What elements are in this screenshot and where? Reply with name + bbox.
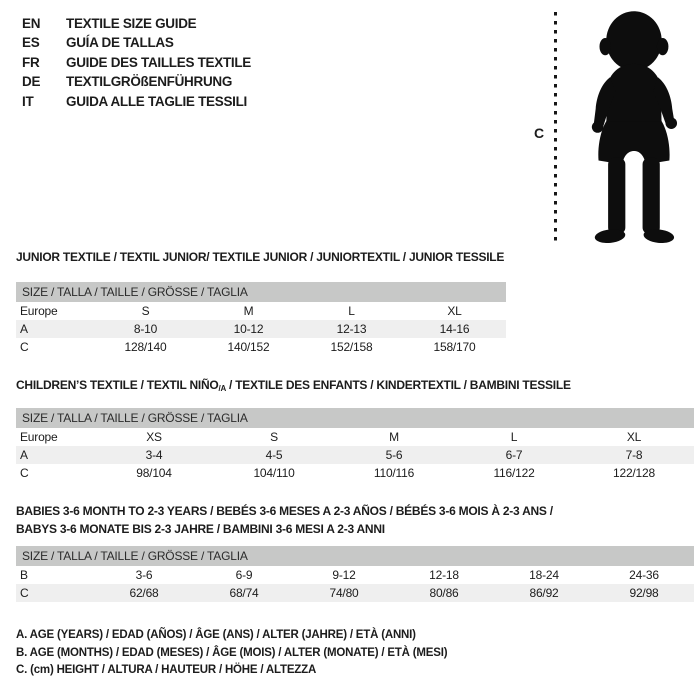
row-label: C xyxy=(16,584,94,602)
table-row xyxy=(16,428,694,446)
size-cell: M xyxy=(243,304,254,318)
size-cell: 104/110 xyxy=(253,466,295,480)
table-row xyxy=(16,320,506,338)
size-cell: 98/104 xyxy=(136,466,172,480)
height-measure-label: C xyxy=(534,125,545,141)
size-cell: 92/98 xyxy=(594,584,694,602)
table-title-text: / TEXTILE DES ENFANTS / KINDERTEXTIL / BAMBINI TESSILE xyxy=(225,378,571,392)
row-label: A xyxy=(16,320,94,338)
junior-textile-section xyxy=(16,250,506,356)
language-title: GUIDA ALLE TAGLIE TESSILI xyxy=(66,93,247,109)
size-cell: 4-5 xyxy=(214,446,334,464)
language-code: DE xyxy=(22,74,41,90)
table-row xyxy=(16,464,694,482)
size-cell: 74/80 xyxy=(294,584,394,602)
size-cell: 6-9 xyxy=(235,568,253,582)
table-row xyxy=(16,338,506,356)
language-title: GUÍA DE TALLAS xyxy=(66,35,174,51)
size-cell: 3-6 xyxy=(135,568,153,582)
size-cell: 6-7 xyxy=(454,446,574,464)
size-header-bar: SIZE / TALLA / TAILLE / GRÖSSE / TAGLIA xyxy=(16,546,694,566)
size-header-bar: SIZE / TALLA / TAILLE / GRÖSSE / TAGLIA xyxy=(16,282,506,302)
size-cell: 5-6 xyxy=(334,446,454,464)
table-title: JUNIOR TEXTILE / TEXTIL JUNIOR/ TEXTILE JUNIOR / JUNIORTEXTIL / JUNIOR TESSILE xyxy=(16,250,505,264)
table-title xyxy=(16,378,694,394)
language-row xyxy=(22,33,251,52)
language-title: TEXTILE SIZE GUIDE xyxy=(66,16,197,31)
size-cell: L xyxy=(348,304,355,318)
language-code: ES xyxy=(22,35,40,51)
babies-size-table xyxy=(16,566,694,602)
size-cell: 68/74 xyxy=(194,584,294,602)
table-title-line: BABYS 3-6 MONATE BIS 2-3 JAHRE / BAMBINI 3-6 MESI A 2-3 ANNI xyxy=(16,522,385,536)
footnote-line: C. (cm) HEIGHT / ALTURA / HAUTEUR / HÖHE / ALTEZZA xyxy=(16,664,317,676)
babies-textile-section xyxy=(16,502,694,602)
size-cell: 10-12 xyxy=(197,320,300,338)
language-row xyxy=(22,53,251,72)
child-figure xyxy=(528,8,700,250)
size-cell: 152/158 xyxy=(330,340,373,354)
size-cell: 110/116 xyxy=(373,466,415,480)
table-title xyxy=(16,502,694,538)
toddler-silhouette-icon xyxy=(566,8,700,248)
size-cell: 8-10 xyxy=(94,320,197,338)
table-row xyxy=(16,566,694,584)
row-label: A xyxy=(16,446,94,464)
row-label: C xyxy=(20,340,29,354)
footnotes xyxy=(16,627,447,680)
size-cell: 12-13 xyxy=(300,320,403,338)
size-cell: XL xyxy=(626,430,642,444)
language-row xyxy=(22,72,251,91)
height-measure-line xyxy=(554,12,557,244)
size-cell: 62/68 xyxy=(94,584,194,602)
row-label: C xyxy=(20,466,29,480)
language-row xyxy=(22,14,251,33)
size-cell: 122/128 xyxy=(613,466,655,480)
childrens-textile-section xyxy=(16,378,694,482)
size-cell: 9-12 xyxy=(332,568,356,582)
language-row xyxy=(22,92,251,111)
size-cell: 7-8 xyxy=(574,446,694,464)
language-code: IT xyxy=(22,93,34,109)
size-cell: 116/122 xyxy=(493,466,535,480)
table-row xyxy=(16,302,506,320)
table-row xyxy=(16,584,694,602)
size-cell: XL xyxy=(447,304,462,318)
table-title-subscript: /A xyxy=(218,384,226,393)
size-cell: S xyxy=(270,430,278,444)
size-cell: 140/152 xyxy=(227,340,270,354)
size-cell: 128/140 xyxy=(124,340,167,354)
table-title-line: BABIES 3-6 MONTH TO 2-3 YEARS / BEBÉS 3-6 MESES A 2-3 AÑOS / BÉBÉS 3-6 MOIS À 2-3 ANS / xyxy=(16,504,553,518)
size-cell: 12-18 xyxy=(429,568,459,582)
size-cell: XS xyxy=(146,430,162,444)
table-row xyxy=(16,446,694,464)
size-cell: 3-4 xyxy=(94,446,214,464)
row-label: Europe xyxy=(20,304,58,318)
size-cell: 14-16 xyxy=(403,320,506,338)
size-cell: 158/170 xyxy=(433,340,476,354)
row-label: Europe xyxy=(20,430,58,444)
size-cell: L xyxy=(510,430,518,444)
childrens-size-table xyxy=(16,428,694,482)
size-cell: 24-36 xyxy=(629,568,659,582)
language-title: TEXTILGRÖßENFÜHRUNG xyxy=(66,74,233,90)
size-header-bar: SIZE / TALLA / TAILLE / GRÖSSE / TAGLIA xyxy=(16,408,694,428)
footnote-line: A. AGE (YEARS) / EDAD (AÑOS) / ÂGE (ANS) / ALTER (JAHRE) / ETÀ (ANNI) xyxy=(16,629,416,641)
size-cell: 86/92 xyxy=(494,584,594,602)
row-label: B xyxy=(20,568,28,582)
junior-size-table xyxy=(16,302,506,356)
footnote-line: B. AGE (MONTHS) / EDAD (MESES) / ÂGE (MOIS) / ALTER (MONATE) / ETÀ (MESI) xyxy=(16,646,448,659)
table-title-text: CHILDREN’S TEXTILE / TEXTIL NIÑO xyxy=(16,378,219,392)
language-code: EN xyxy=(22,16,41,31)
size-cell: 18-24 xyxy=(529,568,559,582)
language-title: GUIDE DES TAILLES TEXTILE xyxy=(66,54,252,70)
size-cell: M xyxy=(389,430,399,444)
size-cell: 80/86 xyxy=(394,584,494,602)
language-list xyxy=(22,14,251,111)
language-code: FR xyxy=(22,54,40,70)
size-cell: S xyxy=(141,304,150,318)
